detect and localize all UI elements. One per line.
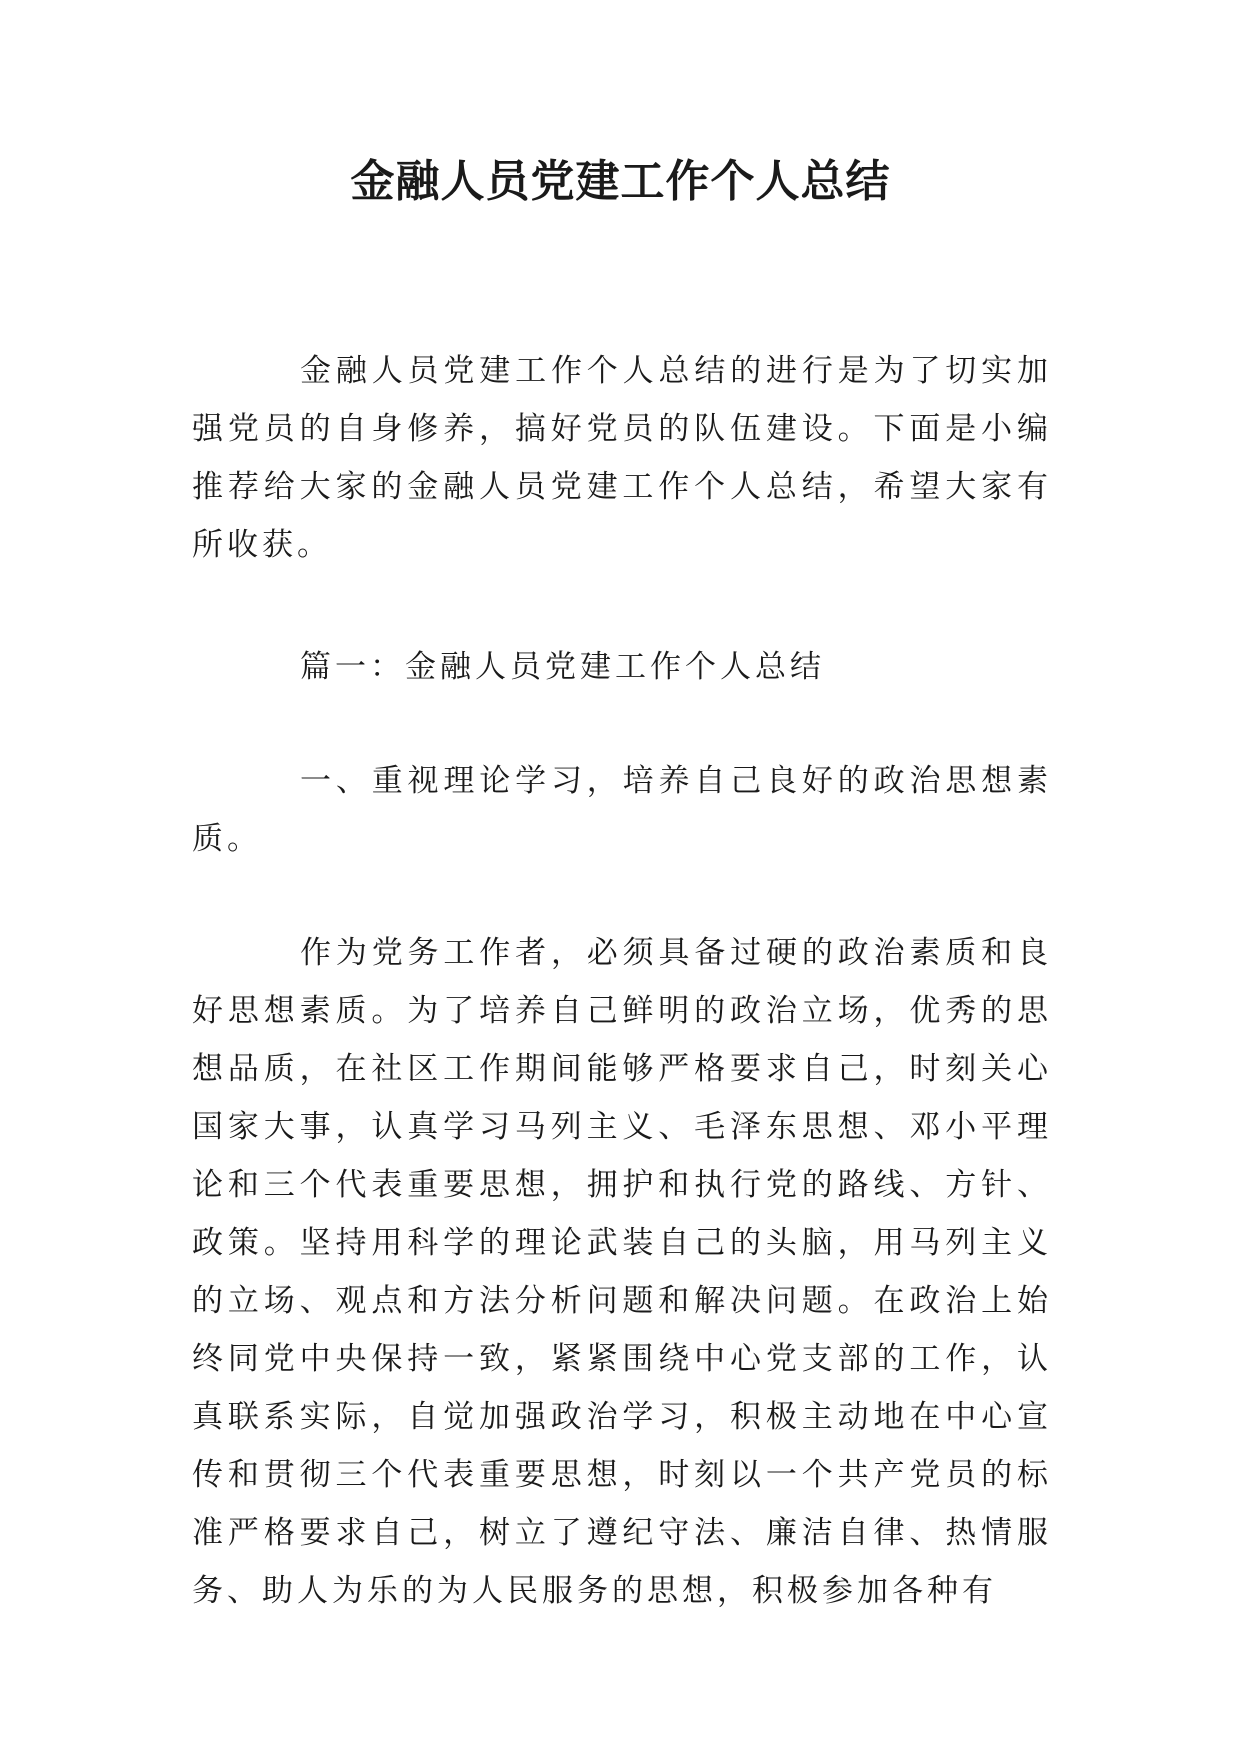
intro-paragraph: 金融人员党建工作个人总结的进行是为了切实加强党员的自身修养，搞好党员的队伍建设。下面是小编推荐给大家的金融人员党建工作个人总结，希望大家有所收获。 — [192, 353, 1052, 563]
section-title: 篇一：金融人员党建工作个人总结 — [300, 649, 825, 685]
document-title: 金融人员党建工作个人总结 — [350, 156, 891, 207]
section-heading: 一、重视理论学习，培养自己良好的政治思想素质。 — [192, 763, 1052, 857]
body-paragraph: 作为党务工作者，必须具备过硬的政治素质和良好思想素质。为了培养自己鲜明的政治立场，优秀的思想品质，在社区工作期间能够严格要求自己，时刻关心国家大事，认真学习马列主义、毛泽东思想、邓小平理论和三个代表重要思想，拥护和执行党的路线、方针、政策。坚持用科学的理论武装自己的头脑，用马列主义的立场、观点和方法分析问题和解决问题。在政治上始终同党中央保持一致，紧紧围绕中心党支部的工作，认真联系实际，自觉加强政治学习，积极主动地在中心宣传和贯彻三个代表重要思想，时刻以一个共产党员的标准严格要求自己，树立了遵纪守法、廉洁自律、热情服务、助人为乐的为人民服务的思想，积极参加各种有 — [192, 935, 1052, 1609]
